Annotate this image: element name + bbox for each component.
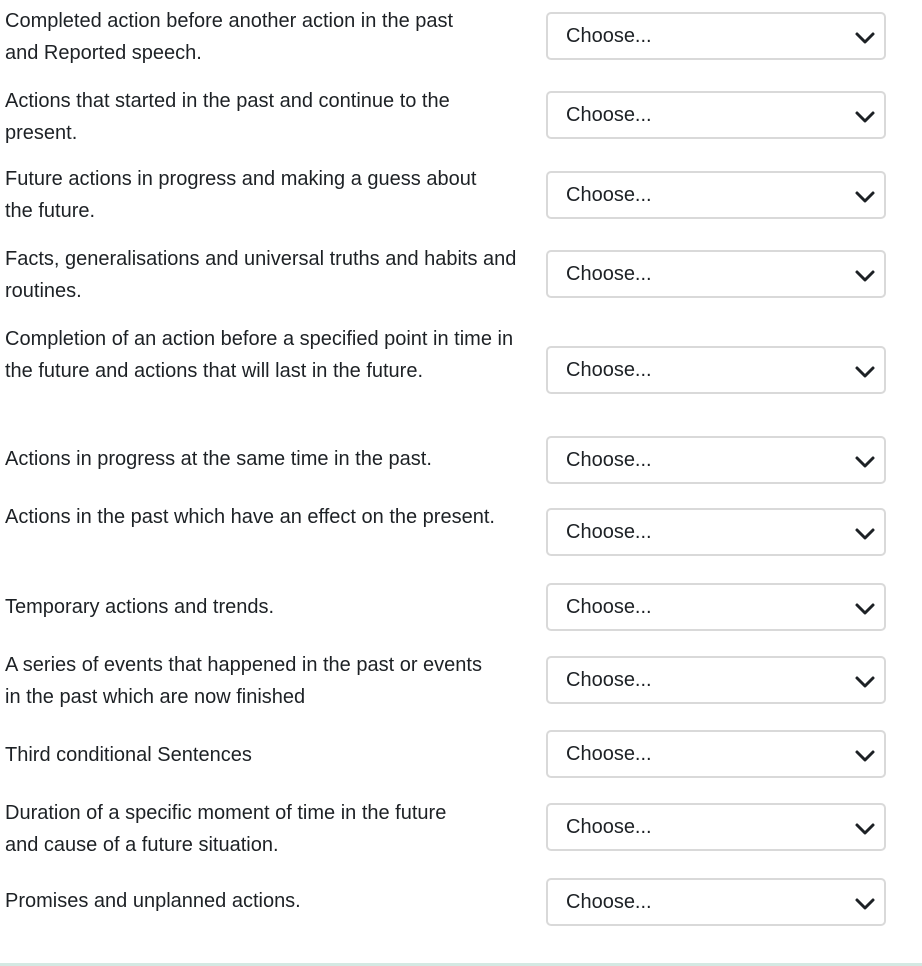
answer-select[interactable]	[546, 803, 886, 851]
select-value: Choose...	[566, 743, 652, 765]
question-text: Temporary actions and trends.	[5, 596, 275, 618]
chevron-down-icon	[854, 186, 876, 208]
answer-select[interactable]	[546, 583, 886, 631]
answer-select[interactable]	[546, 656, 886, 704]
select-value: Choose...	[566, 596, 652, 618]
chevron-down-icon	[854, 106, 876, 128]
question-text: Actions in progress at the same time in the past.	[5, 448, 432, 470]
answer-select[interactable]	[546, 12, 886, 60]
chevron-down-icon	[854, 671, 876, 693]
question-text: Duration of a specific moment of time in the future and cause of a future situation.	[5, 802, 447, 856]
question-text: Promises and unplanned actions.	[5, 890, 301, 912]
chevron-down-icon	[854, 265, 876, 287]
select-value: Choose...	[566, 184, 652, 206]
question-text: Actions that started in the past and continue to the present.	[5, 90, 450, 144]
chevron-down-icon	[854, 451, 876, 473]
chevron-down-icon	[854, 893, 876, 915]
select-value: Choose...	[566, 104, 652, 126]
select-value: Choose...	[566, 359, 652, 381]
answer-select[interactable]	[546, 171, 886, 219]
question-text: A series of events that happened in the past or events in the past which are now finished	[5, 654, 482, 708]
select-value: Choose...	[566, 263, 652, 285]
answer-select[interactable]	[546, 436, 886, 484]
question-text: Facts, generalisations and universal truths and habits and routines.	[5, 248, 517, 302]
select-value: Choose...	[566, 449, 652, 471]
chevron-down-icon	[854, 27, 876, 49]
chevron-down-icon	[854, 361, 876, 383]
chevron-down-icon	[854, 598, 876, 620]
question-text: Completion of an action before a specified point in time in the future and actions that will last in the future.	[5, 328, 514, 382]
select-value: Choose...	[566, 669, 652, 691]
select-value: Choose...	[566, 891, 652, 913]
answer-select[interactable]	[546, 250, 886, 298]
answer-select[interactable]	[546, 346, 886, 394]
question-text: Third conditional Sentences	[5, 744, 252, 766]
chevron-down-icon	[854, 818, 876, 840]
question-text: Actions in the past which have an effect on the present.	[5, 506, 495, 528]
select-value: Choose...	[566, 25, 652, 47]
chevron-down-icon	[854, 523, 876, 545]
answer-select[interactable]	[546, 878, 886, 926]
question-text: Future actions in progress and making a guess about the future.	[5, 168, 477, 222]
chevron-down-icon	[854, 745, 876, 767]
answer-select[interactable]	[546, 91, 886, 139]
select-value: Choose...	[566, 816, 652, 838]
select-value: Choose...	[566, 521, 652, 543]
answer-select[interactable]	[546, 730, 886, 778]
answer-select[interactable]	[546, 508, 886, 556]
question-text: Completed action before another action in the past and Reported speech.	[5, 10, 454, 64]
